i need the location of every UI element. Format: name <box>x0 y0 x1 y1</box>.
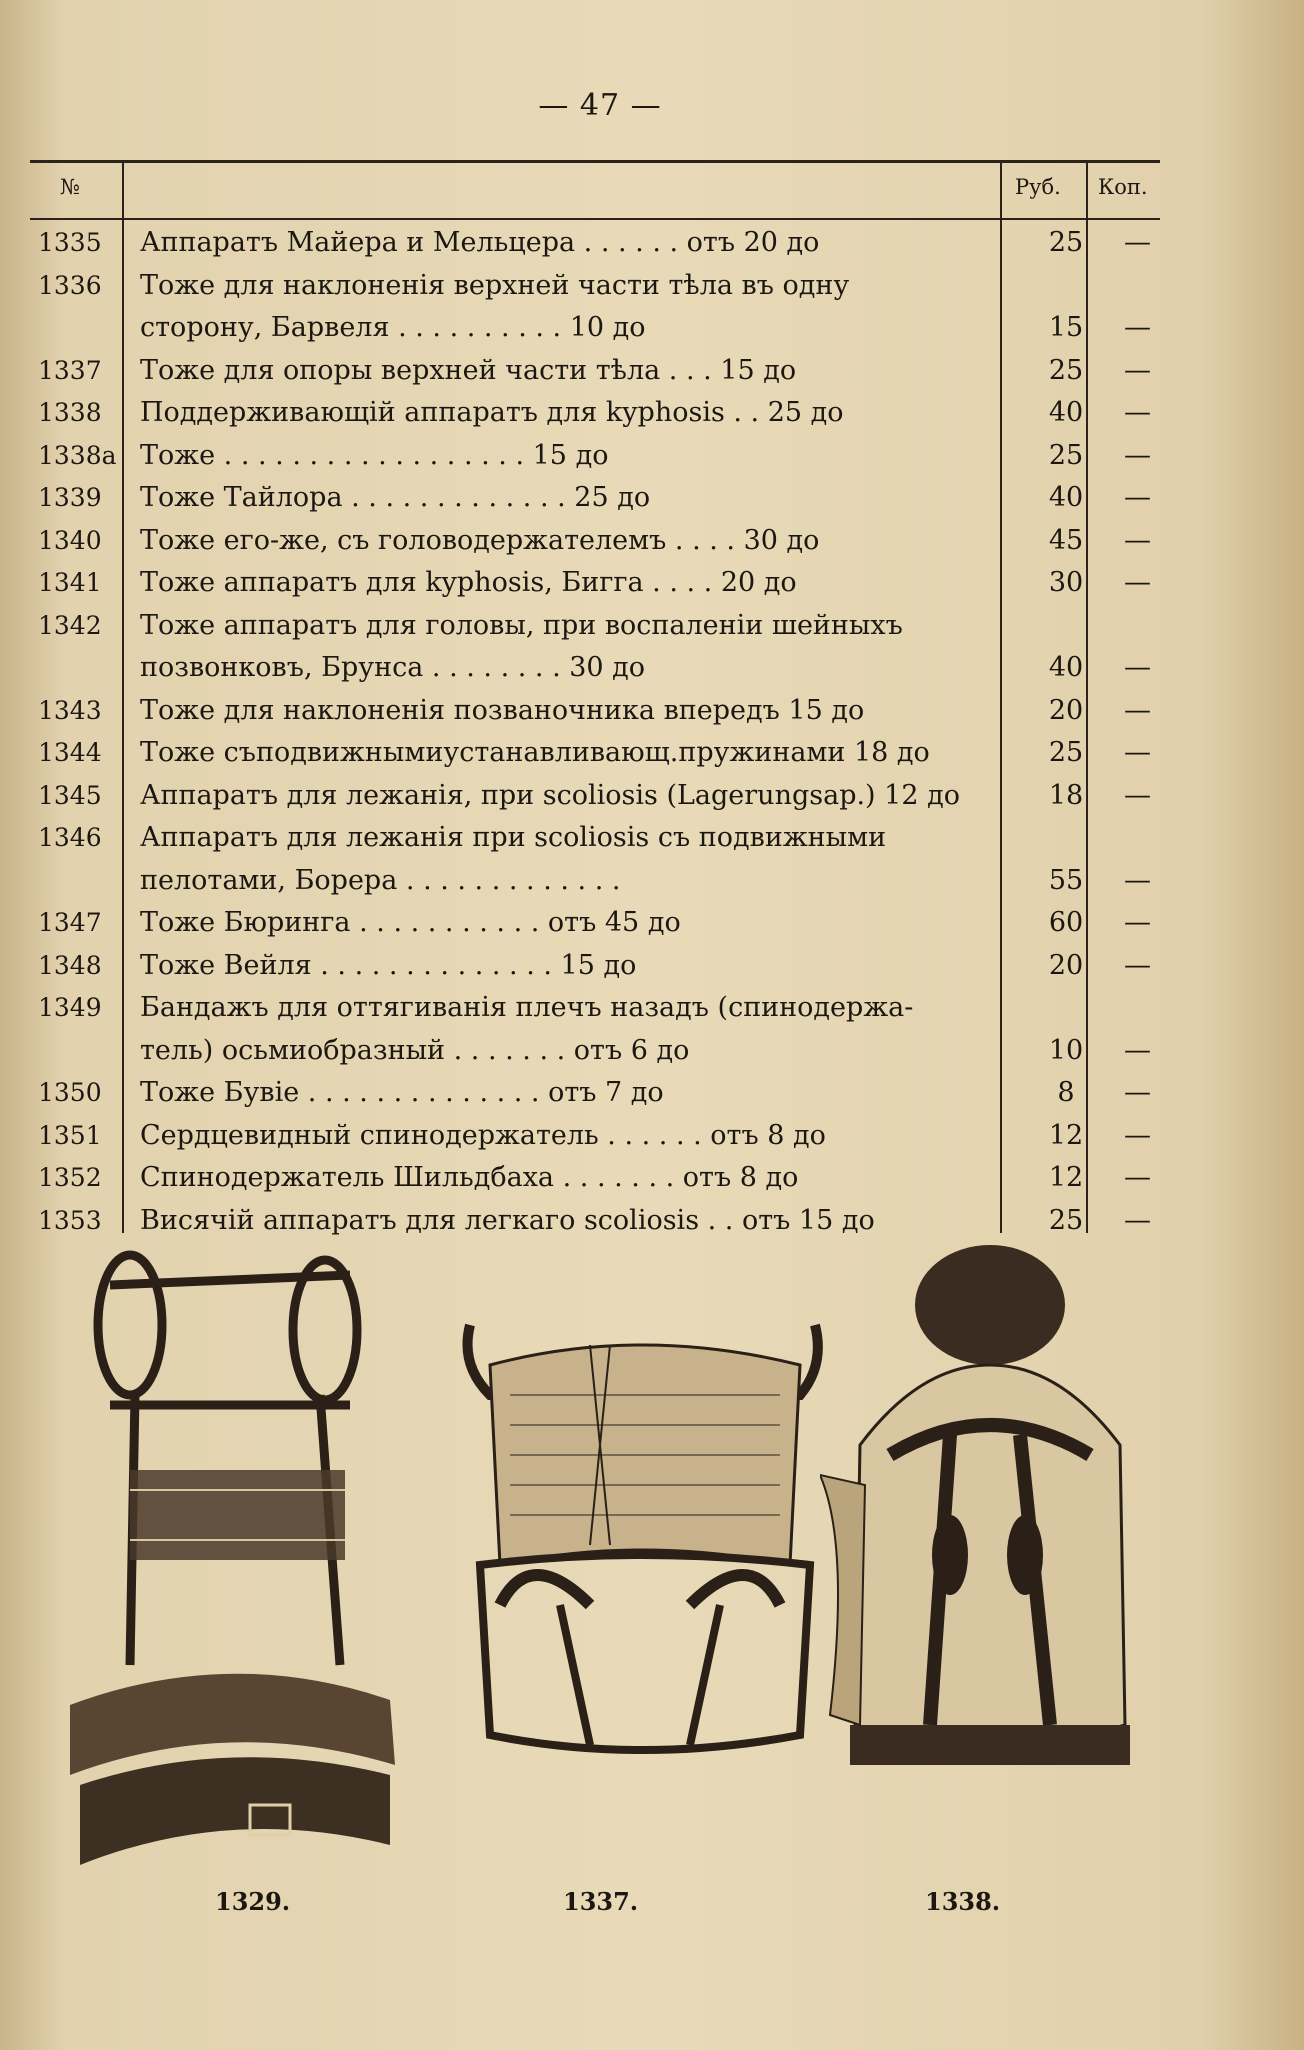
corset-1337-illustration <box>440 1305 840 1825</box>
row-kopecks: — <box>1124 652 1151 683</box>
back-support-1338-illustration <box>820 1245 1150 1885</box>
row-kopecks: — <box>1124 779 1151 811</box>
row-description: Тоже его-же, съ головодержателемъ . . . . 30 до <box>140 524 820 556</box>
row-number: 1344 <box>38 738 102 767</box>
row-number: 1341 <box>38 568 102 597</box>
row-rubles: 45 <box>1048 524 1084 556</box>
table-row <box>30 435 1160 477</box>
row-number: 1336 <box>38 270 102 300</box>
row-number: 1338a <box>38 440 117 470</box>
table-row <box>30 222 1160 264</box>
row-kopecks: — <box>1124 1077 1151 1108</box>
table-row <box>30 817 1160 859</box>
page-number: — 47 — <box>538 88 662 123</box>
row-rubles: 10 <box>1048 1034 1084 1066</box>
row-rubles: 25 <box>1048 227 1084 258</box>
row-number: 1349 <box>38 993 102 1022</box>
row-number: 1350 <box>38 1078 102 1107</box>
table-row <box>30 902 1160 944</box>
row-description: Тоже Бюринга . . . . . . . . . . . отъ 45 до <box>140 907 681 938</box>
row-rubles: 18 <box>1048 779 1084 811</box>
caption-1329: 1329. <box>215 1887 291 1916</box>
table-row <box>30 1072 1160 1114</box>
illustrations <box>30 1245 1170 1895</box>
row-description: Тоже Бувіе . . . . . . . . . . . . . . отъ 7 до <box>140 1077 664 1108</box>
row-description: Тоже аппаратъ для kyphosis, Бигга . . . . 20 до <box>140 567 797 598</box>
row-number: 1346 <box>38 823 102 852</box>
caption-1338: 1338. <box>925 1887 1001 1916</box>
table-row <box>30 605 1160 647</box>
row-number: 1345 <box>38 780 102 810</box>
row-number: 1351 <box>38 1120 102 1150</box>
header-kop: Коп. <box>1098 175 1148 199</box>
row-description: Сердцевидный спинодержатель . . . . . . отъ 8 до <box>140 1119 826 1151</box>
row-number: 1342 <box>38 610 102 640</box>
row-description: Аппаратъ Майера и Мельцера . . . . . . отъ 20 до <box>140 227 820 258</box>
table-header-rule <box>30 218 1160 220</box>
table-row <box>30 350 1160 392</box>
row-description: Бандажъ для оттягиванія плечъ назадъ (спинодержа- <box>140 992 914 1023</box>
row-rubles: 25 <box>1048 737 1084 768</box>
row-description: Аппаратъ для лежанія при scoliosis съ подвижными <box>140 822 887 853</box>
row-description: Висячій аппаратъ для легкаго scoliosis . . отъ 15 до <box>140 1204 875 1236</box>
row-rubles: 40 <box>1048 482 1084 513</box>
table-row <box>30 945 1160 987</box>
row-number: 1339 <box>38 483 102 512</box>
row-number: 1340 <box>38 525 102 555</box>
table-row <box>30 647 1160 689</box>
row-number: 1348 <box>38 950 102 980</box>
row-number: 1352 <box>38 1163 102 1192</box>
table-row <box>30 1157 1160 1199</box>
row-rubles: 55 <box>1048 864 1084 896</box>
row-kopecks: — <box>1124 1204 1151 1236</box>
table-row <box>30 392 1160 434</box>
row-description: Тоже . . . . . . . . . . . . . . . . . . 15 до <box>140 439 609 471</box>
table-row <box>30 732 1160 774</box>
row-kopecks: — <box>1124 354 1151 386</box>
row-rubles: 8 <box>1057 1077 1075 1108</box>
table-header <box>30 165 1160 215</box>
row-description: Тоже для наклоненія позваночника впередъ 15 до <box>140 694 865 726</box>
row-rubles: 25 <box>1048 354 1084 386</box>
row-kopecks: — <box>1124 694 1151 726</box>
row-kopecks: — <box>1124 1034 1151 1066</box>
table-row <box>30 690 1160 732</box>
row-rubles: 20 <box>1048 949 1084 981</box>
row-kopecks: — <box>1124 397 1151 428</box>
row-description: Тоже съподвижнымиустанавливающ.пружинами 18 до <box>140 737 930 768</box>
row-kopecks: — <box>1124 907 1151 938</box>
row-rubles: 25 <box>1048 439 1084 471</box>
table-row <box>30 860 1160 902</box>
table-top-rule <box>30 160 1160 163</box>
table-row <box>30 520 1160 562</box>
table-row <box>30 775 1160 817</box>
row-rubles: 12 <box>1048 1162 1084 1193</box>
row-kopecks: — <box>1124 312 1151 343</box>
row-description: Тоже для опоры верхней части тѣла . . . 15 до <box>140 354 797 386</box>
row-kopecks: — <box>1124 227 1151 258</box>
row-number: 1343 <box>38 695 102 725</box>
table-row <box>30 477 1160 519</box>
row-description: Тоже для наклоненія верхней части тѣла въ одну <box>140 269 850 301</box>
caption-1337: 1337. <box>563 1887 639 1916</box>
brace-1329-illustration <box>50 1245 410 1885</box>
row-kopecks: — <box>1124 524 1151 556</box>
row-description: Аппаратъ для лежанія, при scoliosis (Lagerungsap.) 12 до <box>140 779 960 811</box>
row-rubles: 12 <box>1048 1119 1084 1151</box>
table-row <box>30 1030 1160 1072</box>
header-num: № <box>60 175 80 199</box>
row-number: 1337 <box>38 355 102 385</box>
row-description: сторону, Барвеля . . . . . . . . . . 10 до <box>140 312 646 343</box>
row-description: Тоже Тайлора . . . . . . . . . . . . . 25 до <box>140 482 651 513</box>
row-number: 1353 <box>38 1205 102 1235</box>
row-kopecks: — <box>1124 949 1151 981</box>
table-row <box>30 1200 1160 1242</box>
row-description: Тоже Вейля . . . . . . . . . . . . . . 15 до <box>140 949 637 981</box>
row-rubles: 40 <box>1048 397 1084 428</box>
row-description: Спинодержатель Шильдбаха . . . . . . . отъ 8 до <box>140 1162 799 1193</box>
row-description: позвонковъ, Брунса . . . . . . . . 30 до <box>140 652 646 683</box>
table-row <box>30 307 1160 349</box>
row-description: Поддерживающій аппаратъ для kyphosis . . 25 до <box>140 397 844 428</box>
row-kopecks: — <box>1124 439 1151 471</box>
table-row <box>30 1115 1160 1157</box>
row-number: 1335 <box>38 228 102 257</box>
row-description: тель) осьмиобразный . . . . . . . отъ 6 до <box>140 1034 690 1066</box>
header-rub: Руб. <box>1015 175 1061 199</box>
row-kopecks: — <box>1124 482 1151 513</box>
row-kopecks: — <box>1124 1162 1151 1193</box>
row-description: пелотами, Борера . . . . . . . . . . . . . <box>140 864 621 896</box>
row-rubles: 25 <box>1048 1204 1084 1236</box>
row-rubles: 40 <box>1048 652 1084 683</box>
table-row <box>30 987 1160 1029</box>
row-rubles: 20 <box>1048 694 1084 726</box>
row-kopecks: — <box>1124 567 1151 598</box>
row-number: 1338 <box>38 398 102 427</box>
row-rubles: 30 <box>1048 567 1084 598</box>
row-description: Тоже аппаратъ для головы, при воспаленіи шейныхъ <box>140 609 903 641</box>
row-rubles: 15 <box>1048 312 1084 343</box>
row-kopecks: — <box>1124 1119 1151 1151</box>
row-number: 1347 <box>38 908 102 937</box>
row-kopecks: — <box>1124 864 1151 896</box>
table-row <box>30 562 1160 604</box>
row-kopecks: — <box>1124 737 1151 768</box>
row-rubles: 60 <box>1048 907 1084 938</box>
table-row <box>30 265 1160 307</box>
